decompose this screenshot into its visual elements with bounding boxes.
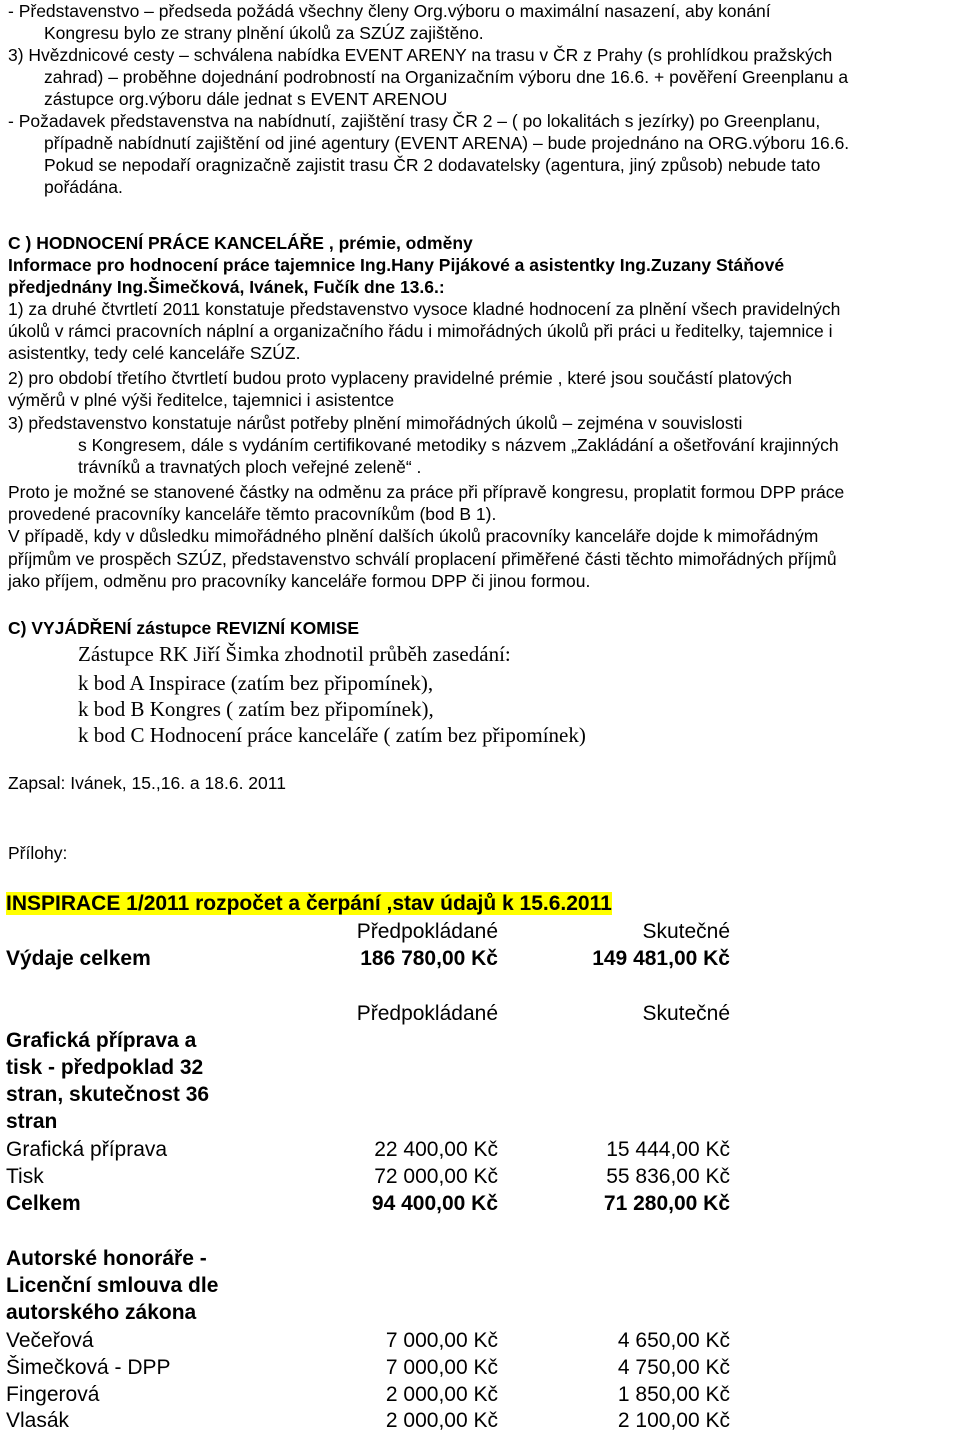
top-line-4: zahrad) – proběhne dojednání podrobností na Organizačním výboru dne 16.6. + pověření Greenplanu a [44, 67, 849, 87]
graphic-group-line-2: tisk - předpoklad 32 [6, 1056, 204, 1079]
col-planned-header-2: Předpokládané [356, 1002, 498, 1025]
para-3-line-3: trávníků a travnatých ploch veřejné zeleně“ . [78, 457, 422, 477]
para-1-line-3: asistentky, tedy celé kanceláře SZÚZ. [8, 343, 301, 363]
col-planned-header: Předpokládané [356, 920, 498, 943]
revize-line-4: k bod C Hodnocení práce kanceláře ( zatím bez připomínek) [78, 723, 586, 747]
section-c-info-2: předjednány Ing.Šimečková, Ivánek, Fučík dne 13.6.: [8, 277, 445, 297]
top-line-3: 3) Hvězdnicové cesty – schválena nabídka EVENT ARENY na trasu v ČR z Prahy (s prohlídkou pražských [8, 45, 833, 65]
para-4-line-2: provedené pracovníky kanceláře těmto pracovníkům (bod B 1). [8, 504, 497, 524]
revize-line-3: k bod B Kongres ( zatím bez připomínek), [78, 697, 434, 721]
para-2-line-1: 2) pro období třetího čtvrtletí budou proto vyplaceny pravidelné prémie , které jsou součástí platových [8, 368, 793, 388]
row-planned: 2 000,00 Kč [385, 1409, 498, 1432]
revize-line-2: k bod A Inspirace (zatím bez připomínek), [78, 671, 434, 695]
author-group-line-3: autorského zákona [6, 1301, 197, 1324]
row-label: Tisk [6, 1165, 44, 1188]
para-4-line-1: Proto je možné se stanovené částky na odměnu za práce při přípravě kongresu, proplatit formou DPP práce [8, 482, 845, 502]
zapsal: Zapsal: Ivánek, 15.,16. a 18.6. 2011 [8, 773, 286, 793]
col-actual-header: Skutečné [642, 920, 730, 943]
top-line-1: - Představenstvo – předseda požádá všechny členy Org.výboru o maximální nasazení, aby konání [8, 1, 771, 21]
prilohy: Přílohy: [8, 843, 68, 863]
para-3-line-1: 3) představenstvo konstatuje nárůst potřeby plnění mimořádných úkolů – zejména v souvislosti [8, 413, 743, 433]
top-line-5: zástupce org.výboru dále jednat s EVENT ARENOU [44, 89, 448, 109]
para-1-line-2: úkolů v rámci pracovních náplní a organizačního řádu i mimořádných úkolů při práci u ředitelky, tajemnice i [8, 321, 833, 341]
budget-title-text: INSPIRACE 1/2011 rozpočet a čerpání ,stav údajů k 15.6.2011 [6, 892, 612, 915]
row-actual: 15 444,00 Kč [606, 1138, 730, 1161]
row-label: Večeřová [6, 1329, 94, 1352]
row-actual: 4 750,00 Kč [617, 1356, 730, 1379]
graphic-total-planned: 94 400,00 Kč [371, 1192, 498, 1215]
top-line-8: Pokud se nepodaří oragnizačně zajistit trasu ČR 2 dodavatelsky (agentura, jiný způsob) nebude tato [44, 155, 821, 175]
total-actual: 149 481,00 Kč [592, 947, 730, 970]
author-group-line-1: Autorské honoráře - [6, 1247, 207, 1270]
para-2-line-2: výměrů v plné výši ředitelce, tajemnici i asistentce [8, 390, 395, 410]
row-label: Fingerová [6, 1383, 100, 1406]
row-label: Grafická příprava [6, 1138, 168, 1161]
row-planned: 72 000,00 Kč [374, 1165, 498, 1188]
para-3-line-2: s Kongresem, dále s vydáním certifikované metodiky s názvem „Zakládání a ošetřování krajinných [78, 435, 839, 455]
row-label: Vlasák [6, 1409, 70, 1432]
graphic-total-actual: 71 280,00 Kč [603, 1192, 730, 1215]
top-line-7: případně nabídnutí zajištění od jiné agentury (EVENT ARENA) – bude projednáno na ORG.výboru 16.6. [44, 133, 850, 153]
section-c-info-1: Informace pro hodnocení práce tajemnice Ing.Hany Pijákové a asistentky Ing.Zuzany Stáňové [8, 255, 785, 275]
col-actual-header-2: Skutečné [642, 1002, 730, 1025]
top-line-6: - Požadavek představenstva na nabídnutí, zajištění trasy ČR 2 – ( po lokalitách s jezírky) po Greenplanu, [8, 111, 821, 131]
budget-title [6, 890, 612, 917]
row-actual: 2 100,00 Kč [617, 1409, 730, 1432]
row-planned: 2 000,00 Kč [385, 1383, 498, 1406]
total-label: Výdaje celkem [6, 947, 151, 970]
section-c-heading: C ) HODNOCENÍ PRÁCE KANCELÁŘE , prémie, odměny [8, 233, 473, 253]
row-label: Šimečková - DPP [6, 1356, 171, 1379]
top-line-2: Kongresu bylo ze strany plnění úkolů za SZÚZ zajištěno. [44, 23, 484, 43]
graphic-total-label: Celkem [6, 1192, 81, 1215]
graphic-group-line-4: stran [6, 1110, 58, 1133]
para-5-line-1: V případě, kdy v důsledku mimořádného plnění dalších úkolů pracovníky kanceláře dojde k mimořádným [8, 526, 819, 546]
row-planned: 22 400,00 Kč [374, 1138, 498, 1161]
author-group-line-2: Licenční smlouva dle [6, 1274, 219, 1297]
revize-line-1: Zástupce RK Jiří Šimka zhodnotil průběh zasedání: [78, 642, 511, 666]
para-1-line-1: 1) za druhé čtvrtletí 2011 konstatuje představenstvo vysoce kladné hodnocení za plnění všech pravidelných [8, 299, 841, 319]
row-actual: 4 650,00 Kč [617, 1329, 730, 1352]
top-line-9: pořádána. [44, 177, 123, 197]
row-planned: 7 000,00 Kč [385, 1329, 498, 1352]
para-5-line-3: jako příjem, odměnu pro pracovníky kanceláře formou DPP či jinou formou. [8, 571, 591, 591]
graphic-group-line-1: Grafická příprava a [6, 1029, 197, 1052]
row-actual: 1 850,00 Kč [617, 1383, 730, 1406]
graphic-group-line-3: stran, skutečnost 36 [6, 1083, 210, 1106]
total-planned: 186 780,00 Kč [360, 947, 498, 970]
row-planned: 7 000,00 Kč [385, 1356, 498, 1379]
row-actual: 55 836,00 Kč [606, 1165, 730, 1188]
para-5-line-2: příjmům ve prospěch SZÚZ, představenstvo schválí proplacení přiměřené části těchto mimořádných příjmů [8, 549, 837, 569]
revize-heading: C) VYJÁDŘENÍ zástupce REVIZNÍ KOMISE [8, 618, 360, 638]
